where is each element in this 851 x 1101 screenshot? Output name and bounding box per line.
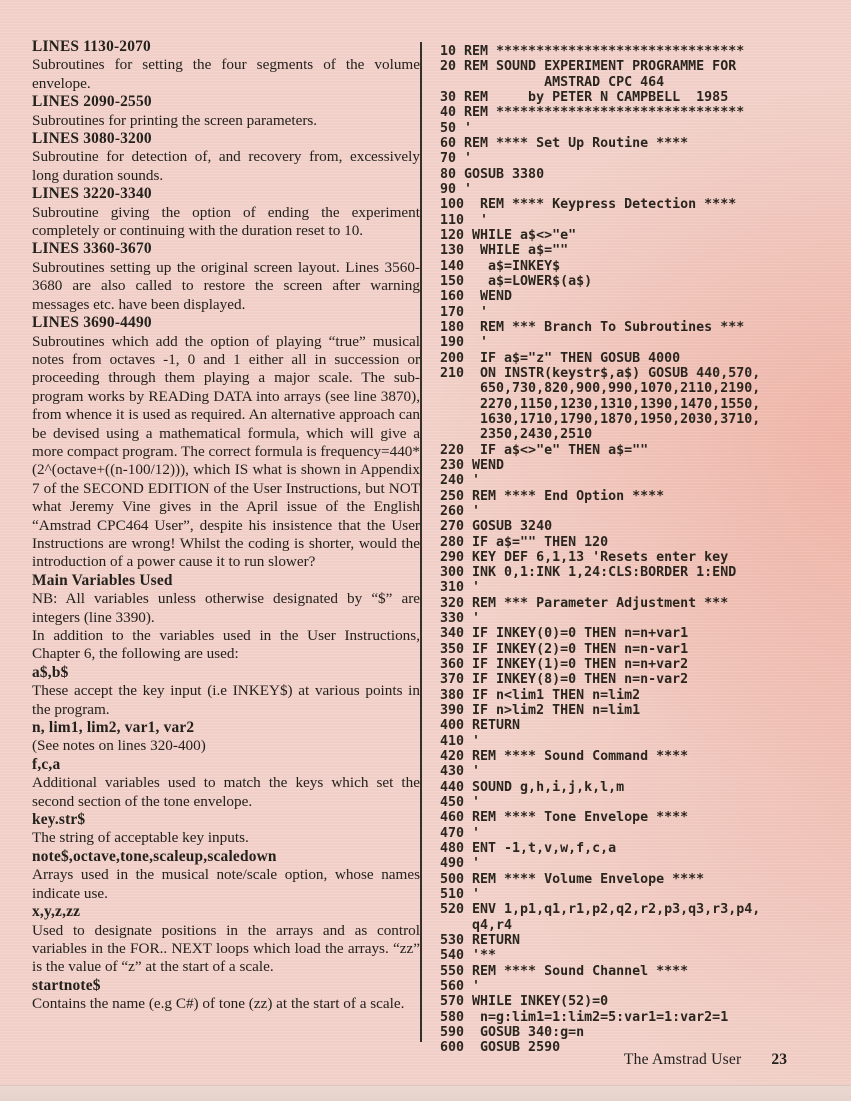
section-body: Subroutine for detection of, and recovery from, excessively long duration sounds. [32, 148, 420, 184]
code-line: 360 IF INKEY(1)=0 THEN n=n+var2 [440, 657, 689, 673]
code-line: 150 a$=LOWER$(a$) [440, 273, 593, 289]
code-line: 420 REM **** Sound Command **** [440, 749, 689, 765]
variable-name: n, lim1, lim2, var1, var2 [32, 719, 195, 737]
code-line: 320 REM *** Parameter Adjustment *** [440, 595, 729, 611]
code-line: 20 REM SOUND EXPERIMENT PROGRAMME FOR [440, 59, 737, 75]
section-body: Subroutine giving the option of ending the experiment completely or continuing with the duration reset to 10. [32, 203, 420, 240]
section-heading: LINES 3690-4490 [32, 314, 152, 332]
code-line: 510 ' [440, 887, 481, 903]
left-column [32, 38, 420, 1014]
section-heading: LINES 3220-3340 [32, 185, 152, 203]
section-heading: LINES 2090-2550 [32, 93, 152, 111]
code-line: 30 REM by PETER N CAMPBELL 1985 [440, 89, 729, 105]
code-line: 400 RETURN [440, 718, 521, 734]
left-column-sections [32, 38, 420, 572]
code-line: 110 ' [440, 212, 489, 228]
variable-description: Used to designate positions in the arrays and as control variables in the FOR.. NEXT loops which load the arrays. “zz” is the value of “z” at the start of a scale. [32, 921, 420, 976]
code-line: 190 ' [440, 335, 489, 351]
code-line: 430 ' [440, 764, 481, 780]
code-line: 350 IF INKEY(2)=0 THEN n=n-var1 [440, 641, 689, 657]
variable-description: Contains the name (e.g C#) of tone (zz) at the start of a scale. [32, 995, 405, 1013]
code-line: 250 REM **** End Option **** [440, 488, 665, 504]
code-line: 130 WHILE a$="" [440, 243, 569, 259]
section-heading: LINES 1130-2070 [32, 38, 151, 55]
code-line: 120 WHILE a$<>"e" [440, 227, 577, 243]
variable-description: Additional variables used to match the keys which set the second section of the tone envelope. [32, 774, 420, 810]
code-line: 160 WEND [440, 289, 513, 305]
variable-name: key.str$ [32, 811, 86, 829]
code-line: 480 ENT -1,t,v,w,f,c,a [440, 841, 617, 857]
code-line: 220 IF a$<>"e" THEN a$="" [440, 442, 649, 458]
code-line: 440 SOUND g,h,i,j,k,l,m [440, 779, 625, 795]
code-line: 60 REM **** Set Up Routine **** [440, 135, 689, 151]
page-number: 23 [771, 1051, 787, 1068]
code-line: 580 n=g:lim1=1:lim2=5:var1=1:var2=1 [440, 1009, 729, 1025]
page-footer [0, 1051, 851, 1069]
section-body: Subroutines for printing the screen parameters. [32, 111, 318, 129]
variable-name: x,y,z,zz [32, 903, 81, 921]
page-edge-shadow [0, 1085, 851, 1101]
variables-addition-note: In addition to the variables used in the User Instructions, Chapter 6, the following are used: [32, 627, 420, 663]
main-variables-heading: Main Variables Used [32, 571, 173, 589]
code-line: 470 ' [440, 825, 481, 841]
variable-name: startnote$ [32, 976, 101, 994]
code-line: 540 '** [440, 948, 497, 964]
code-line: 390 IF n>lim2 THEN n=lim1 [440, 703, 641, 719]
variable-description: Arrays used in the musical note/scale option, whose names indicate use. [32, 866, 420, 902]
code-line: 370 IF INKEY(8)=0 THEN n=n-var2 [440, 672, 689, 688]
code-line: 70 ' [440, 151, 473, 167]
code-line: 260 ' [440, 503, 481, 519]
code-line: 380 IF n<lim1 THEN n=lim2 [440, 687, 641, 703]
code-line: 180 REM *** Branch To Subroutines *** [440, 319, 745, 335]
code-line: 530 RETURN [440, 933, 521, 949]
code-line: 270 GOSUB 3240 [440, 519, 553, 535]
code-line: 80 GOSUB 3380 [440, 166, 545, 182]
variable-description: The string of acceptable key inputs. [32, 829, 249, 847]
column-divider-rule [420, 42, 422, 1042]
code-line: 570 WHILE INKEY(52)=0 [440, 994, 609, 1010]
code-line: 550 REM **** Sound Channel **** [440, 963, 689, 979]
code-line: 230 WEND [440, 457, 505, 473]
section-body: Subroutines which add the option of playing “true” musical notes from octaves -1, 0 and 1 either all in succession or proceeding through them playing a major scale. The sub-program works by READing DATA into arrays (see line 3870), from whence it is used as required. An alternative approach can be devised using a mathematical formula, which will give a more compact program. The correct formula is frequency=440*(2^(octave+((n-100/12))), which IS what is shown in Appendix 7 of the SECOND EDITION of the User Instructions, but NOT what Jeremy Vine gives in the April issue of the English “Amstrad CPC464 User”, despite his insistence that the User Instructions are wrong! Whilst the coding is shorter, would the introduction of a power cause it to run slower? [32, 332, 420, 571]
section-heading: LINES 3360-3670 [32, 240, 152, 258]
code-line: 2270,1150,1230,1310,1390,1470,1550, [440, 396, 761, 412]
code-line: 650,730,820,900,990,1070,2110,2190, [440, 381, 761, 397]
code-line: 450 ' [440, 795, 481, 811]
code-line: 280 IF a$="" THEN 120 [440, 534, 609, 550]
code-line: 240 ' [440, 473, 481, 489]
code-line: 300 INK 0,1:INK 1,24:CLS:BORDER 1:END [440, 565, 737, 581]
code-line: 200 IF a$="z" THEN GOSUB 4000 [440, 350, 681, 366]
code-line: 410 ' [440, 733, 481, 749]
code-line: 520 ENV 1,p1,q1,r1,p2,q2,r2,p3,q3,r3,p4, [440, 902, 761, 918]
code-line: 10 REM ******************************* [440, 44, 745, 59]
code-line: AMSTRAD CPC 464 [440, 74, 665, 90]
code-line: 40 REM ******************************* [440, 105, 745, 121]
variable-name: f,c,a [32, 755, 61, 773]
variable-description: These accept the key input (i.e INKEY$) at various points in the program. [32, 682, 420, 718]
magazine-title: The Amstrad User [623, 1051, 742, 1068]
code-line: 340 IF INKEY(0)=0 THEN n=n+var1 [440, 626, 689, 642]
code-line: 460 REM **** Tone Envelope **** [440, 810, 689, 826]
section-heading: LINES 3080-3200 [32, 130, 152, 148]
variable-name: a$,b$ [32, 663, 69, 681]
section-body: Subroutines for setting the four segments of the volume envelope. [32, 56, 420, 92]
code-line: q4,r4 [440, 917, 513, 933]
section-body: Subroutines setting up the original screen layout. Lines 3560-3680 are also called to restore the screen after warning messages etc. have been displayed. [32, 258, 420, 313]
code-line: 100 REM **** Keypress Detection **** [440, 197, 737, 213]
code-line: 90 ' [440, 181, 473, 197]
code-line: 290 KEY DEF 6,1,13 'Resets enter key [440, 549, 729, 565]
code-line: 50 ' [440, 120, 473, 136]
code-line: 490 ' [440, 856, 481, 872]
code-line: 330 ' [440, 611, 481, 627]
code-line: 170 ' [440, 304, 489, 320]
variables-nb-note: NB: All variables unless otherwise designated by “$” are integers (line 3390). [32, 590, 420, 626]
code-line: 210 ON INSTR(keystr$,a$) GOSUB 440,570, [440, 365, 761, 381]
variable-description: (See notes on lines 320-400) [32, 737, 206, 755]
code-line: 600 GOSUB 2590 [440, 1040, 561, 1056]
code-line: 560 ' [440, 979, 481, 995]
code-line: 2350,2430,2510 [440, 427, 593, 443]
variable-name: note$,octave,tone,scaleup,scaledown [32, 847, 277, 865]
variables-list [32, 664, 420, 1014]
code-line: 1630,1710,1790,1870,1950,2030,3710, [440, 411, 761, 427]
code-line: 590 GOSUB 340:g=n [440, 1025, 585, 1040]
code-line: 140 a$=INKEY$ [440, 258, 561, 274]
code-listing [440, 44, 848, 1056]
code-line: 500 REM **** Volume Envelope **** [440, 871, 705, 887]
code-line: 310 ' [440, 580, 481, 596]
